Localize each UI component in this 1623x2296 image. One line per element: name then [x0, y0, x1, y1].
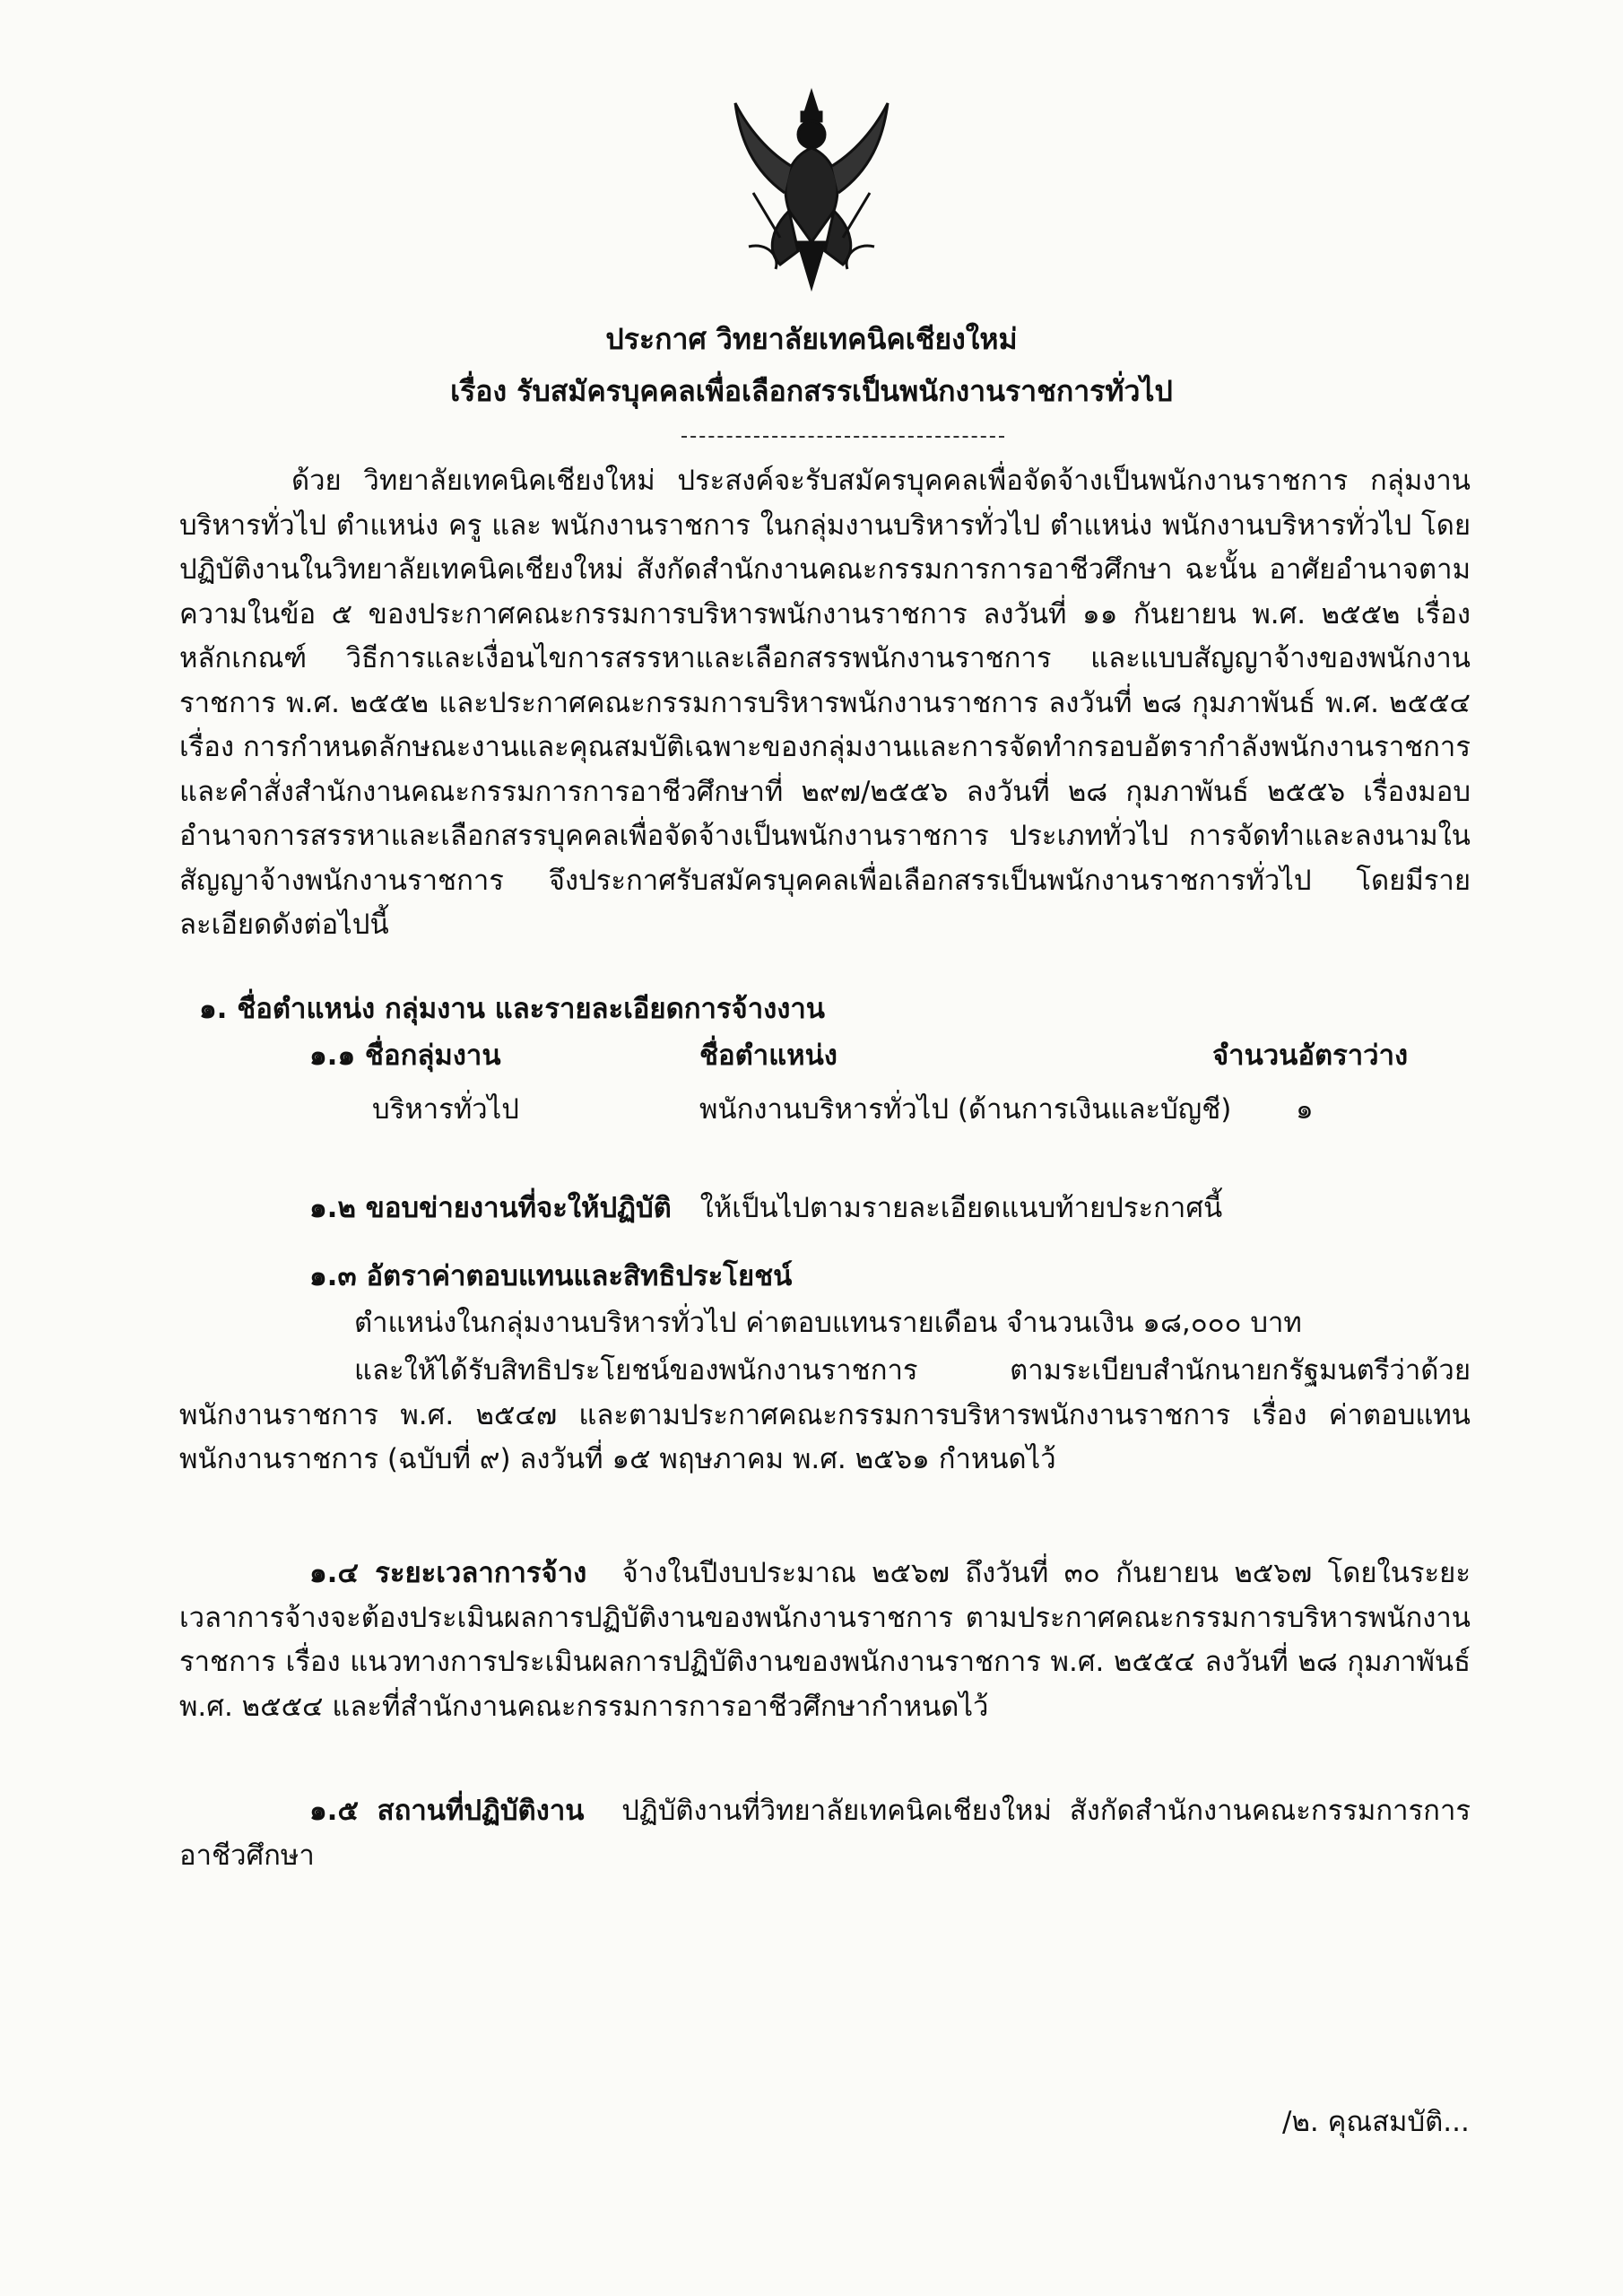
section-1-3-label: ๑.๓ อัตราค่าตอบแทนและสิทธิประโยชน์: [309, 1260, 793, 1292]
document-subject: เรื่อง รับสมัครบุคคลเพื่อเลือกสรรเป็นพนักงานราชการทั่วไป: [450, 374, 1173, 408]
table-header-vacancies: จำนวนอัตราว่าง: [1212, 1039, 1409, 1072]
section-1-3-line2: และให้ได้รับสิทธิประโยชน์ของพนักงานราชการ ตามระเบียบสำนักนายกรัฐมนตรีว่าด้วยพนักงานราชการ พ.ศ. ๒๕๔๗ และตามประกาศคณะกรรมการบริหารพนักงานราชการ เรื่อง ค่าตอบแทนพนักงานราชการ (ฉบับที่ ๙) ลงวันที่ ๑๕ พฤษภาคม พ.ศ. ๒๕๖๑ กำหนดไว้: [179, 1354, 1471, 1475]
section-1-2-label: ๑.๒ ขอบข่ายงานที่จะให้ปฏิบัติ: [309, 1192, 672, 1224]
section-1-2-text: ให้เป็นไปตามรายละเอียดแนบท้ายประกาศนี้: [699, 1192, 1223, 1224]
section-1-4-label: ๑.๔ ระยะเวลาการจ้าง: [309, 1557, 587, 1589]
title-divider: [681, 436, 1004, 438]
section-1-5-text: ปฏิบัติงานที่วิทยาลัยเทคนิคเชียงใหม่ สังกัดสำนักงานคณะกรรมการการอาชีวศึกษา: [179, 1795, 1471, 1872]
page-continuation: /๒. คุณสมบัติ...: [1282, 2106, 1470, 2138]
table-cell-position: พนักงานบริหารทั่วไป (ด้านการเงินและบัญชี): [699, 1093, 1232, 1126]
section-1-4-text: จ้างในปีงบประมาณ ๒๕๖๗ ถึงวันที่ ๓๐ กันยายน ๒๕๖๗ โดยในระยะเวลาการจ้างจะต้องประเมินผลการปฏิบัติงานของพนักงานราชการ ตามประกาศคณะกรรมการบริหารพนักงานราชการ เรื่อง แนวทางการประเมินผลการปฏิบัติงานของพนักงานราชการ พ.ศ. ๒๕๕๔ ลงวันที่ ๒๘ กุมภาพันธ์ พ.ศ. ๒๕๕๔ และที่สำนักงานคณะกรรมการการอาชีวศึกษากำหนดไว้: [179, 1557, 1471, 1723]
document-title: ประกาศ วิทยาลัยเทคนิคเชียงใหม่: [605, 322, 1018, 356]
section-1-2: [309, 1186, 1222, 1231]
garuda-emblem-icon: [726, 85, 897, 291]
table-cell-group: บริหารทั่วไป: [372, 1093, 519, 1126]
section-1-5-label: ๑.๕ สถานที่ปฏิบัติงาน: [309, 1795, 585, 1827]
table-header-group: ๑.๑ ชื่อกลุ่มงาน: [309, 1039, 501, 1072]
section-1-3-line1: ตำแหน่งในกลุ่มงานบริหารทั่วไป ค่าตอบแทนรายเดือน จำนวนเงิน ๑๘,๐๐๐ บาท: [354, 1307, 1302, 1339]
intro-paragraph: ด้วย วิทยาลัยเทคนิคเชียงใหม่ ประสงค์จะรับสมัครบุคคลเพื่อจัดจ้างเป็นพนักงานราชการ กลุ่มงาน บริหารทั่วไป ตำแหน่ง ครู และ พนักงานราชการ ในกลุ่มงานบริหารทั่วไป ตำแหน่ง พนักงานบริหารทั่วไป โดยปฏิบัติงานในวิทยาลัยเทคนิคเชียงใหม่ สังกัดสำนักงานคณะกรรมการการอาชีวศึกษา ฉะนั้น อาศัยอำนาจตามความในข้อ ๕ ของประกาศคณะกรรมการบริหารพนักงานราชการ ลงวันที่ ๑๑ กันยายน พ.ศ. ๒๕๕๒ เรื่อง หลักเกณฑ์ วิธีการและเงื่อนไขการสรรหาและเลือกสรรพนักงานราชการ และแบบสัญญาจ้างของพนักงานราชการ พ.ศ. ๒๕๕๒ และประกาศคณะกรรมการบริหารพนักงานราชการ ลงวันที่ ๒๘ กุมภาพันธ์ พ.ศ. ๒๕๕๔ เรื่อง การกำหนดลักษณะงานและคุณสมบัติเฉพาะของกลุ่มงานและการจัดทำกรอบอัตรากำลังพนักงานราชการ และคำสั่งสำนักงานคณะกรรมการการอาชีวศึกษาที่ ๒๙๗/๒๕๕๖ ลงวันที่ ๒๘ กุมภาพันธ์ ๒๕๕๖ เรื่องมอบอำนาจการสรรหาและเลือกสรรบุคคลเพื่อจัดจ้างเป็นพนักงานราชการ ประเภททั่วไป การจัดทำและลงนามในสัญญาจ้างพนักงานราชการ จึงประกาศรับสมัครบุคคลเพื่อเลือกสรรเป็นพนักงานราชการทั่วไป โดยมีรายละเอียดดังต่อไปนี้: [179, 465, 1471, 941]
section-1-title: ๑. ชื่อตำแหน่ง กลุ่มงาน และรายละเอียดการจ้างงาน: [199, 993, 825, 1025]
table-header-position: ชื่อตำแหน่ง: [699, 1039, 838, 1072]
section-1-5: [179, 1789, 1471, 1878]
section-1-4: [179, 1552, 1471, 1729]
table-cell-vacancies: ๑: [1296, 1093, 1314, 1126]
